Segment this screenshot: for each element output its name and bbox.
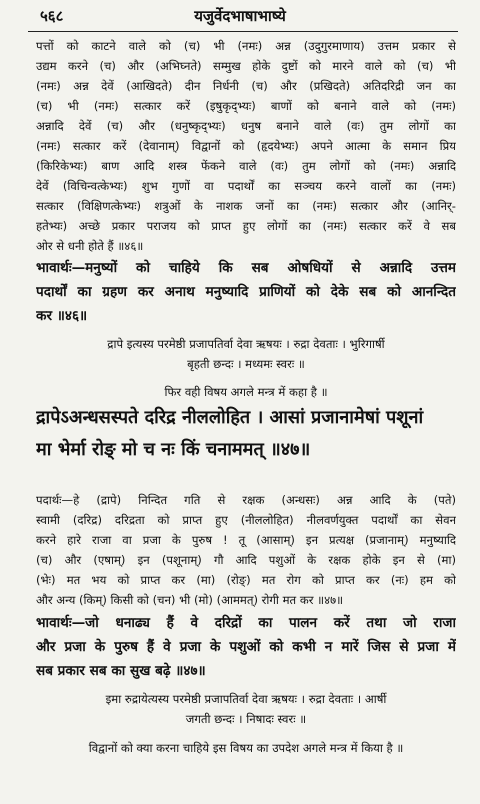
text-line: ओर से धनी होते हैं ॥४६॥ [36,239,144,253]
text-line: (नमः) सत्कार करें (देवानाम्) विद्वानों को (हृदयेभ्यः) अपने आत्मा के समान प्रिय [36,139,456,153]
text-line: अन्नादि देवें (च) और (धनुष्कृद्भ्यः) धनुष बनाने वाले (वः) तुम लोगों का [36,119,456,133]
text-line: सत्कार (विक्षिणत्केभ्यः) शत्रुओं के नाशक जनों का (नमः) सत्कार और (आनिर्- [36,199,456,213]
text-line: उद्यम करने (च) और (अभिघ्नते) सम्मुख होके दुष्टों को मारने वाले को (च) भी [36,59,456,73]
intro-line: विद्वानों को क्या करना चाहिये इस विषय का उपदेश अगले मन्त्र में किया है ॥ [88,741,404,755]
text-line: करने हारे राजा वा प्रजा के पुरुष ! तू (आसाम्) इन प्रत्यक्ष (प्रजानाम्) मनुष्यादि [36,533,456,547]
page-number: ५६८ [40,7,64,25]
text-line: पदार्थः—हे (द्रापे) निन्दित गति से रक्षक (अन्धसः) अन्न आदि के (पते) [36,493,456,507]
rishi-line: बृहती छन्दः । मध्यमः स्वरः ॥ [187,357,305,371]
text-line: और अन्य (किम्) किसी को (चन) भी (मो) (आममत्) रोगी मत कर ॥४७॥ [36,593,344,607]
bhavartha-line: कर ॥४६॥ [36,308,88,324]
page-header [0,0,480,30]
mantra-line: द्रापेऽअन्धसस्पते दरिद्र नीललोहित । आसां प्रजानामेषां पशूनां [36,407,424,428]
rishi-line: इमा रुद्रायेत्यस्य परमेष्ठी प्रजापतिर्वा देवा ऋषयः । रुद्रा देवताः । आर्षी [105,692,387,706]
bhavartha-line: भावार्थः—मनुष्यों को चाहिये कि सब ओषधियों से अन्नादि उत्तम [36,260,456,276]
text-line: (भेः) मत भय को प्राप्त कर (मा) (रोङ्) मत रोग को प्राप्त कर (नः) हम को [36,573,456,587]
text-line: स्वामी (दरिद्र) दरिद्रता को प्राप्त हुए (नीललोहित) नीलवर्णयुक्त पदार्थों का सेवन [36,513,456,527]
text-line: हतेभ्यः) अच्छे प्रकार पराजय को प्राप्त हुए लोगों का (नमः) सत्कार करें वे सब [36,219,456,233]
text-line: (नमः) अन्न देवें (आखिदते) दीन निर्धनी (च) और (प्रखिदते) अतिदरिद्री जन का [36,79,456,93]
bhavartha-line: और प्रजा के पुरुष हैं वे प्रजा के पशुओं को कभी न मारें जिस से प्रजा में [36,639,456,655]
bhavartha-line: भावार्थः—जो धनाढ्य हैं वे दरिद्रों का पालन करें तथा जो राजा [36,615,456,631]
text-line: पत्तों को काटने वाले को (च) भी (नमः) अन्न (उदुगुरमाणाय) उत्तम प्रकार से [36,39,456,53]
text-line: देवें (विचिन्वत्केभ्यः) शुभ गुणों वा पदार्थों का सञ्चय करने वालों का (नमः) [36,179,456,193]
bhavartha-line: पदार्थों का ग्रहण कर अनाथ मनुष्यादि प्राणियों को देके सब को आनन्दित [36,284,456,300]
rishi-line: द्रापे इत्यस्य परमेष्ठी प्रजापतिर्वा देवा ऋषयः । रुद्रा देवताः । भुरिगार्षी [107,337,385,351]
running-title: यजुर्वेदभाषाभाष्ये [194,7,286,25]
header-rule [28,31,458,32]
bhavartha-line: सब प्रकार सब का सुख बढ़े ॥४७॥ [36,663,206,679]
text-line: (किरिकेभ्यः) बाण आदि शस्त्र फेंकने वाले (वः) तुम लोगों को (नमः) अन्नादि [36,159,456,173]
text-line: (च) भी (नमः) सत्कार करें (इषुकृद्भ्यः) बाणों को बनाने वाले को (नमः) [36,99,456,113]
mantra-line: मा भेर्मा रोङ् मो च नः किं चनाममत् ॥४७॥ [36,439,311,460]
intro-line: फिर वही विषय अगले मन्त्र में कहा है ॥ [164,385,328,399]
rishi-line: जगती छन्दः । निषादः स्वरः ॥ [185,712,307,726]
text-line: (च) और (एषाम्) इन (पशूनाम्) गौ आदि पशुओं के रक्षक होके इन से (मा) [36,553,456,567]
